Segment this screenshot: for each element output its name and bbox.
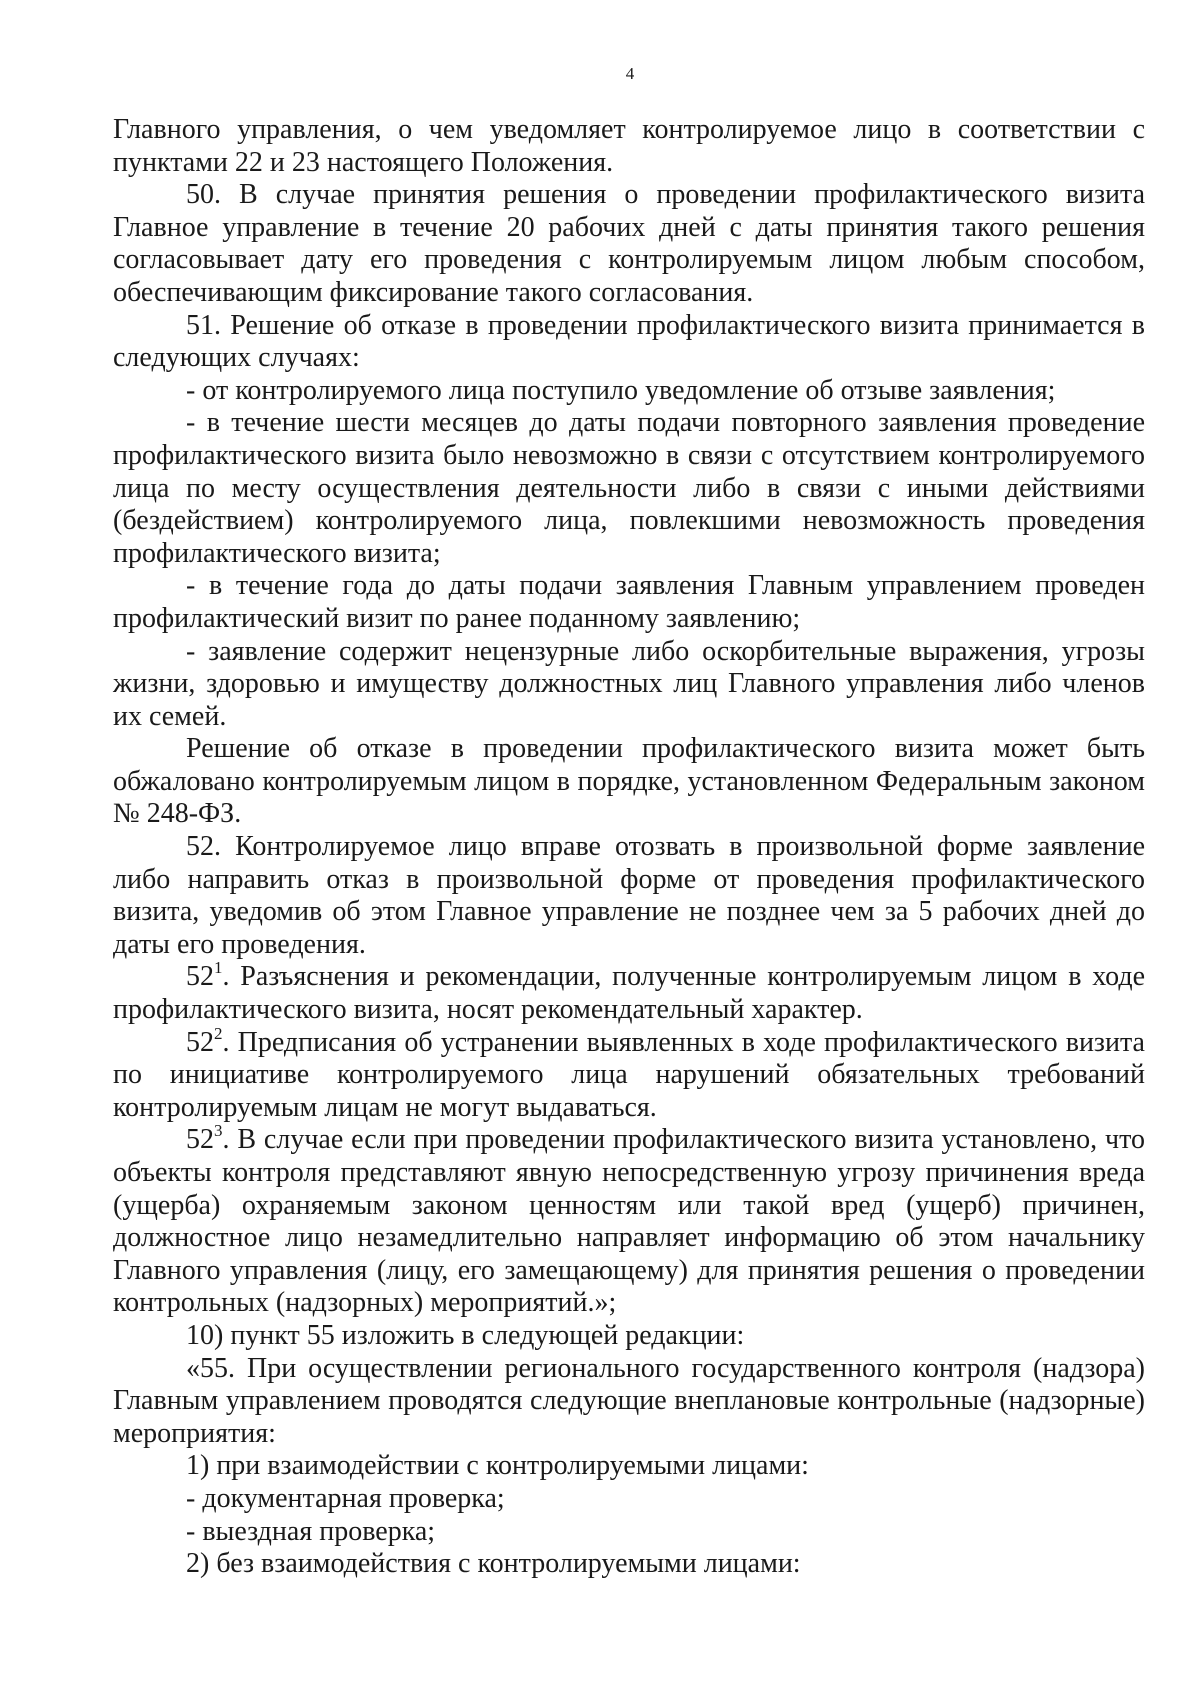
clause-text: . Разъяснения и рекомендации, полученные контролируемым лицом в ходе профилактического визита, носят рекомендательный характер. [113,961,1145,1026]
document-body [113,114,1145,1581]
paragraph-52-1 [113,958,1145,1026]
paragraph-55: «55. При осуществлении регионального государственного контроля (надзора) Главным управлением проводятся следующие внеплановые контрольные (надзорные) мероприятия: [113,1352,1145,1449]
clause-text: . Предписания об устранении выявленных в ходе профилактического визита по инициативе контролируемого лица нарушений обязательных требований контролируемым лицам не могут выдаваться. [113,1026,1145,1123]
list-item-withdrawal: - от контролируемого лица поступило уведомление об отзыве заявления; [186,374,1056,406]
clause-number: 52 [186,1124,214,1156]
paragraph-50: 50. В случае принятия решения о проведении профилактического визита Главное управление в течение 20 рабочих дней с даты принятия такого решения согласовывает дату его проведения с контролируемым лицом любым способом, обеспечивающим фиксирование такого согласования. [113,179,1145,308]
list-item-one-year: - в течение года до даты подачи заявления Главным управлением проведен профилактический визит по ранее поданному заявлению; [113,570,1145,634]
clause-number: 52 [186,961,214,993]
paragraph-continuation: Главного управления, о чем уведомляет контролируемое лицо в соответствии с пунктами 22 и 23 настоящего Положения. [113,114,1145,178]
list-item-obscene-statement: - заявление содержит нецензурные либо оскорбительные выражения, угрозы жизни, здоровью и имуществу должностных лиц Главного управления либо членов их семей. [113,635,1145,732]
list-item-six-months: - в течение шести месяцев до даты подачи повторного заявления проведение профилактического визита было невозможно в связи с отсутствием контролируемого лица по месту осуществления деятельности либо в связи с иными действиями (бездействием) контролируемого лица, повлекшими невозможность проведения профилактического визита; [113,407,1145,569]
clause-superscript: 3 [214,1121,223,1141]
paragraph-51: 51. Решение об отказе в проведении профилактического визита принимается в следующих случаях: [113,309,1145,374]
clause-superscript: 1 [214,958,223,978]
page-number: 4 [625,64,635,83]
clause-superscript: 2 [214,1023,223,1043]
list-item-without-interaction: 2) без взаимодействия с контролируемыми лицами: [186,1548,801,1580]
paragraph-52-3 [113,1121,1145,1320]
list-item-field-check: - выездная проверка; [186,1515,436,1547]
clause-number: 52 [186,1026,214,1058]
paragraph-52-2 [113,1023,1145,1125]
paragraph-52: 52. Контролируемое лицо вправе отозвать в произвольной форме заявление либо направить отказ в произвольной форме от проведения профилактического визита, уведомив об этом Главное управление не позднее чем за 5 рабочих дней до даты его проведения. [113,831,1145,960]
paragraph-appeal: Решение об отказе в проведении профилактического визита может быть обжаловано контролируемым лицом в порядке, установленном Федеральным законом № 248-ФЗ. [113,733,1145,830]
list-item-documentary-check: - документарная проверка; [186,1482,505,1514]
clause-text: . В случае если при проведении профилактического визита установлено, что объекты контроля представляют явную непосредственную угрозу причинения вреда (ущерба) охраняемым законом ценностям или такой вред (ущерб) причинен, должностное лицо незамедлительно направляет информацию об этом начальнику Главного управления (лицу, его замещающему) для принятия решения о проведении контрольных (надзорных) мероприятий.»; [113,1124,1145,1319]
paragraph-item-10: 10) пункт 55 изложить в следующей редакции: [186,1319,745,1351]
list-item-with-interaction: 1) при взаимодействии с контролируемыми лицами: [186,1450,809,1482]
